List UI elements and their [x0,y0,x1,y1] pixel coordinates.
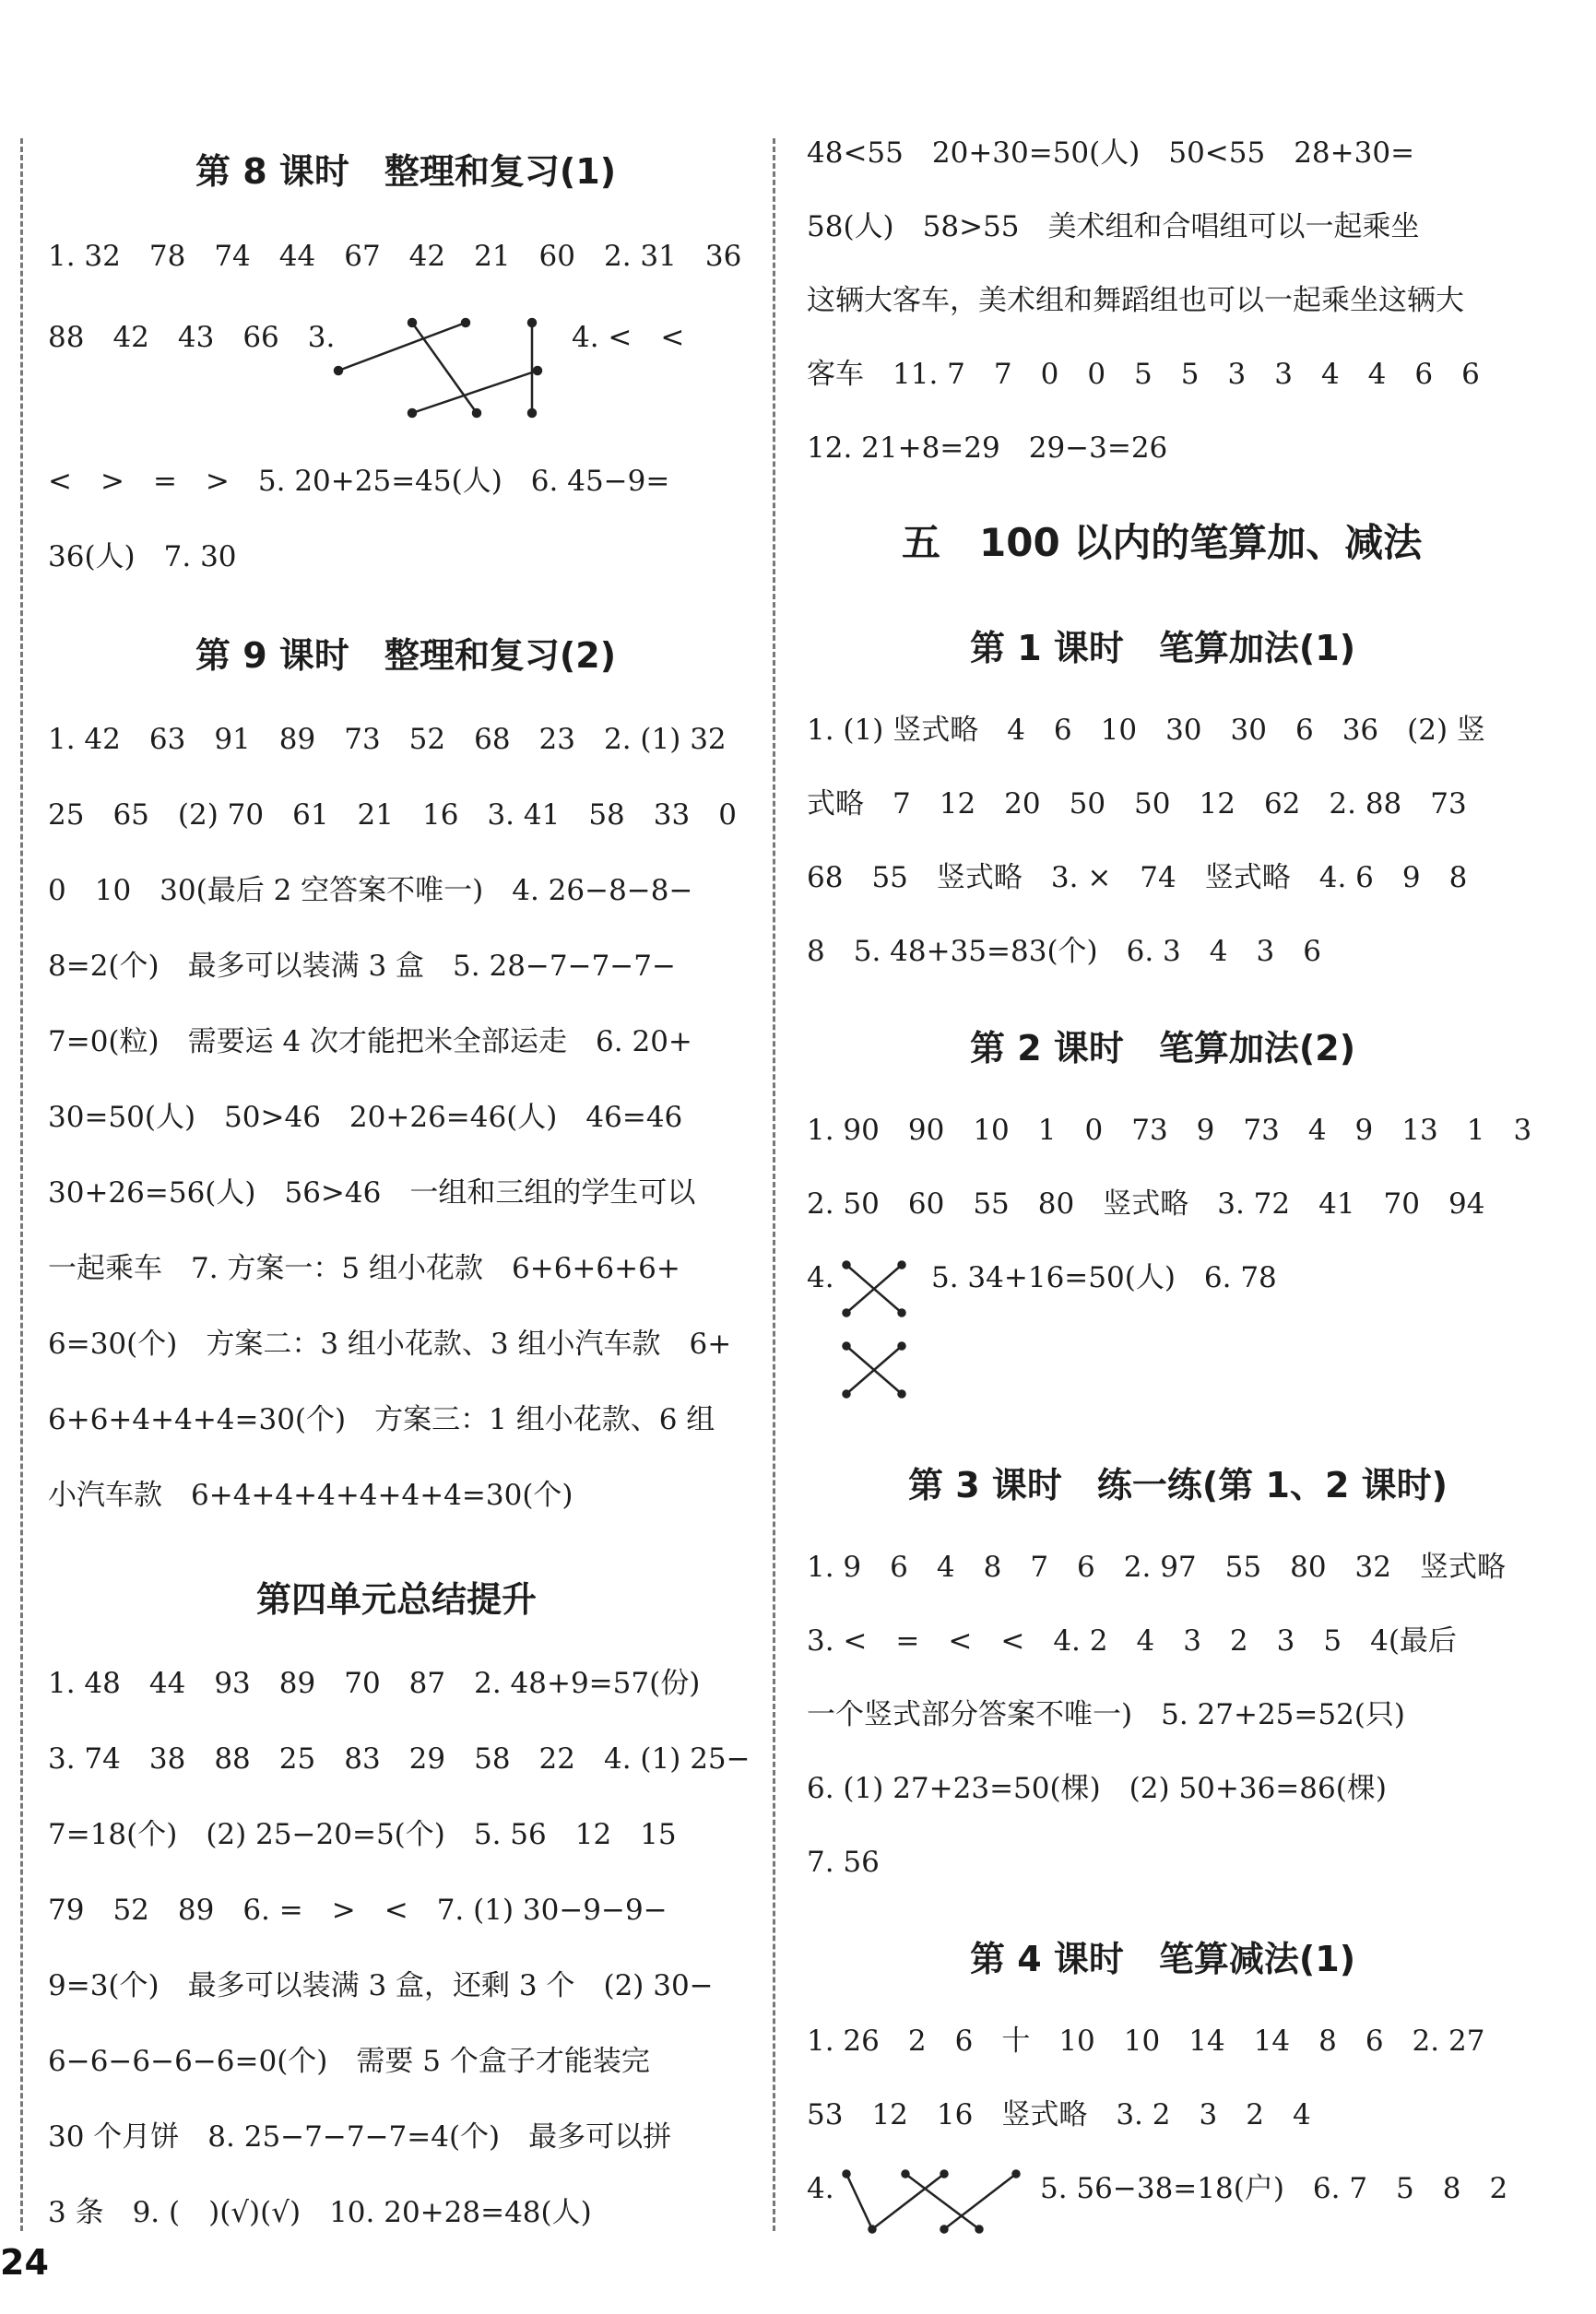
answer-line: 这辆大客车，美术组和舞蹈组也可以一起乘坐这辆大 [807,284,1464,317]
answer-line: 1. 48 44 93 89 70 87 2. 48+9=57(份) [48,1667,701,1700]
answer-line: 1. 26 2 6 十 10 10 14 14 8 6 2. 27 [807,2025,1485,2058]
answer-line: 30+26=56(人) 56>46 一组和三组的学生可以 [48,1176,696,1210]
column-divider-dashed-line [773,138,775,2231]
answer-line: 88 42 43 66 3. [48,321,336,354]
answer-line: 小汽车款 6+4+4+4+4+4+4=30(个) [48,1479,573,1512]
section-heading-r-lesson-4: 第 4 课时 笔算减法(1) [970,1939,1356,1979]
answer-line: 一起乘车 7. 方案一：5 组小花款 6+6+6+6+ [48,1252,680,1285]
answer-line: 1. (1) 竖式略 4 6 10 30 30 6 36 (2) 竖 [807,714,1485,747]
answer-line: 53 12 16 竖式略 3. 2 3 2 4 [807,2098,1311,2131]
section-heading-r-lesson-1: 第 1 课时 笔算加法(1) [970,628,1356,668]
answer-line: 3. 74 38 88 25 83 29 58 22 4. (1) 25− [48,1742,751,1776]
answer-line: 79 52 89 6. = > < 7. (1) 30−9−9− [48,1894,668,1927]
answer-line: 25 65 (2) 70 61 21 16 3. 41 58 33 0 [48,798,737,832]
answer-line: < > = > 5. 20+25=45(人) 6. 45−9= [48,465,670,498]
answer-line: 1. 9 6 4 8 7 6 2. 97 55 80 32 竖式略 [807,1551,1506,1584]
matching-lines-figure-2 [841,2165,1025,2238]
answer-line: 6−6−6−6−6=0(个) 需要 5 个盒子才能装完 [48,2045,650,2078]
answer-line: 4. < < [572,321,685,354]
answer-line: 30=50(人) 50>46 20+26=46(人) 46=46 [48,1101,683,1134]
answer-line: 4. [807,2172,834,2205]
answer-line: 一个竖式部分答案不唯一) 5. 27+25=52(只) [807,1698,1406,1731]
section-heading-lesson-8: 第 8 课时 整理和复习(1) [195,151,617,192]
section-heading-r-lesson-3: 第 3 课时 练一练(第 1、2 课时) [908,1465,1448,1505]
answer-line: 1. 32 78 74 44 67 42 21 60 2. 31 36 [48,240,742,273]
answer-line: 8=2(个) 最多可以装满 3 盒 5. 28−7−7−7− [48,950,676,983]
answer-line: 5. 34+16=50(人) 6. 78 [931,1261,1277,1294]
answer-line: 7=18(个) (2) 25−20=5(个) 5. 56 12 15 [48,1818,677,1851]
answer-line: 3 条 9. ( )(√)(√) 10. 20+28=48(人) [48,2196,592,2229]
answer-line: 7. 56 [807,1846,880,1879]
answer-line: 3. < = < < 4. 2 4 3 2 3 5 4(最后 [807,1624,1457,1658]
answer-line: 12. 21+8=29 29−3=26 [807,431,1168,465]
left-margin-dashed-line [20,138,23,2231]
section-heading-lesson-9: 第 9 课时 整理和复习(2) [195,635,617,676]
answer-line: 9=3(个) 最多可以装满 3 盒，还剩 3 个 (2) 30− [48,1969,714,2002]
unit-title: 五 100 以内的笔算加、减法 [902,520,1423,565]
answer-line: 4. [807,1261,834,1294]
answer-line: 6=30(个) 方案二：3 组小花款、3 组小汽车款 6+ [48,1328,732,1361]
cross-mark-figure [837,1256,911,1403]
answer-line: 30 个月饼 8. 25−7−7−7=4(个) 最多可以拼 [48,2120,672,2154]
answer-line: 1. 90 90 10 1 0 73 9 73 4 9 13 1 3 [807,1114,1532,1147]
answer-line: 1. 42 63 91 89 73 52 68 23 2. (1) 32 [48,723,727,756]
section-heading-r-lesson-2: 第 2 课时 笔算加法(2) [970,1028,1356,1068]
answer-line: 2. 50 60 55 80 竖式略 3. 72 41 70 94 [807,1187,1485,1221]
answer-line: 48<55 20+30=50(人) 50<55 28+30= [807,136,1415,170]
answer-line: 58(人) 58>55 美术组和合唱组可以一起乘坐 [807,210,1420,243]
answer-line: 式略 7 12 20 50 50 12 62 2. 88 73 [807,787,1467,821]
answer-line: 6+6+4+4+4=30(个) 方案三：1 组小花款、6 组 [48,1403,715,1436]
answer-line: 7=0(粒) 需要运 4 次才能把米全部运走 6. 20+ [48,1025,692,1058]
answer-line: 8 5. 48+35=83(个) 6. 3 4 3 6 [807,935,1321,968]
page-number: 24 [0,2242,49,2283]
answer-line: 0 10 30(最后 2 空答案不唯一) 4. 26−8−8− [48,874,693,907]
matching-lines-figure [327,313,549,424]
answer-line: 5. 56−38=18(户) 6. 7 5 8 2 [1040,2172,1508,2205]
answer-line: 客车 11. 7 7 0 0 5 5 3 3 4 4 6 6 [807,358,1480,391]
section-heading-unit-4-summary: 第四单元总结提升 [256,1579,538,1620]
answer-line: 68 55 竖式略 3. × 74 竖式略 4. 6 9 8 [807,861,1468,894]
answer-line: 36(人) 7. 30 [48,540,237,573]
answer-line: 6. (1) 27+23=50(棵) (2) 50+36=86(棵) [807,1772,1387,1805]
